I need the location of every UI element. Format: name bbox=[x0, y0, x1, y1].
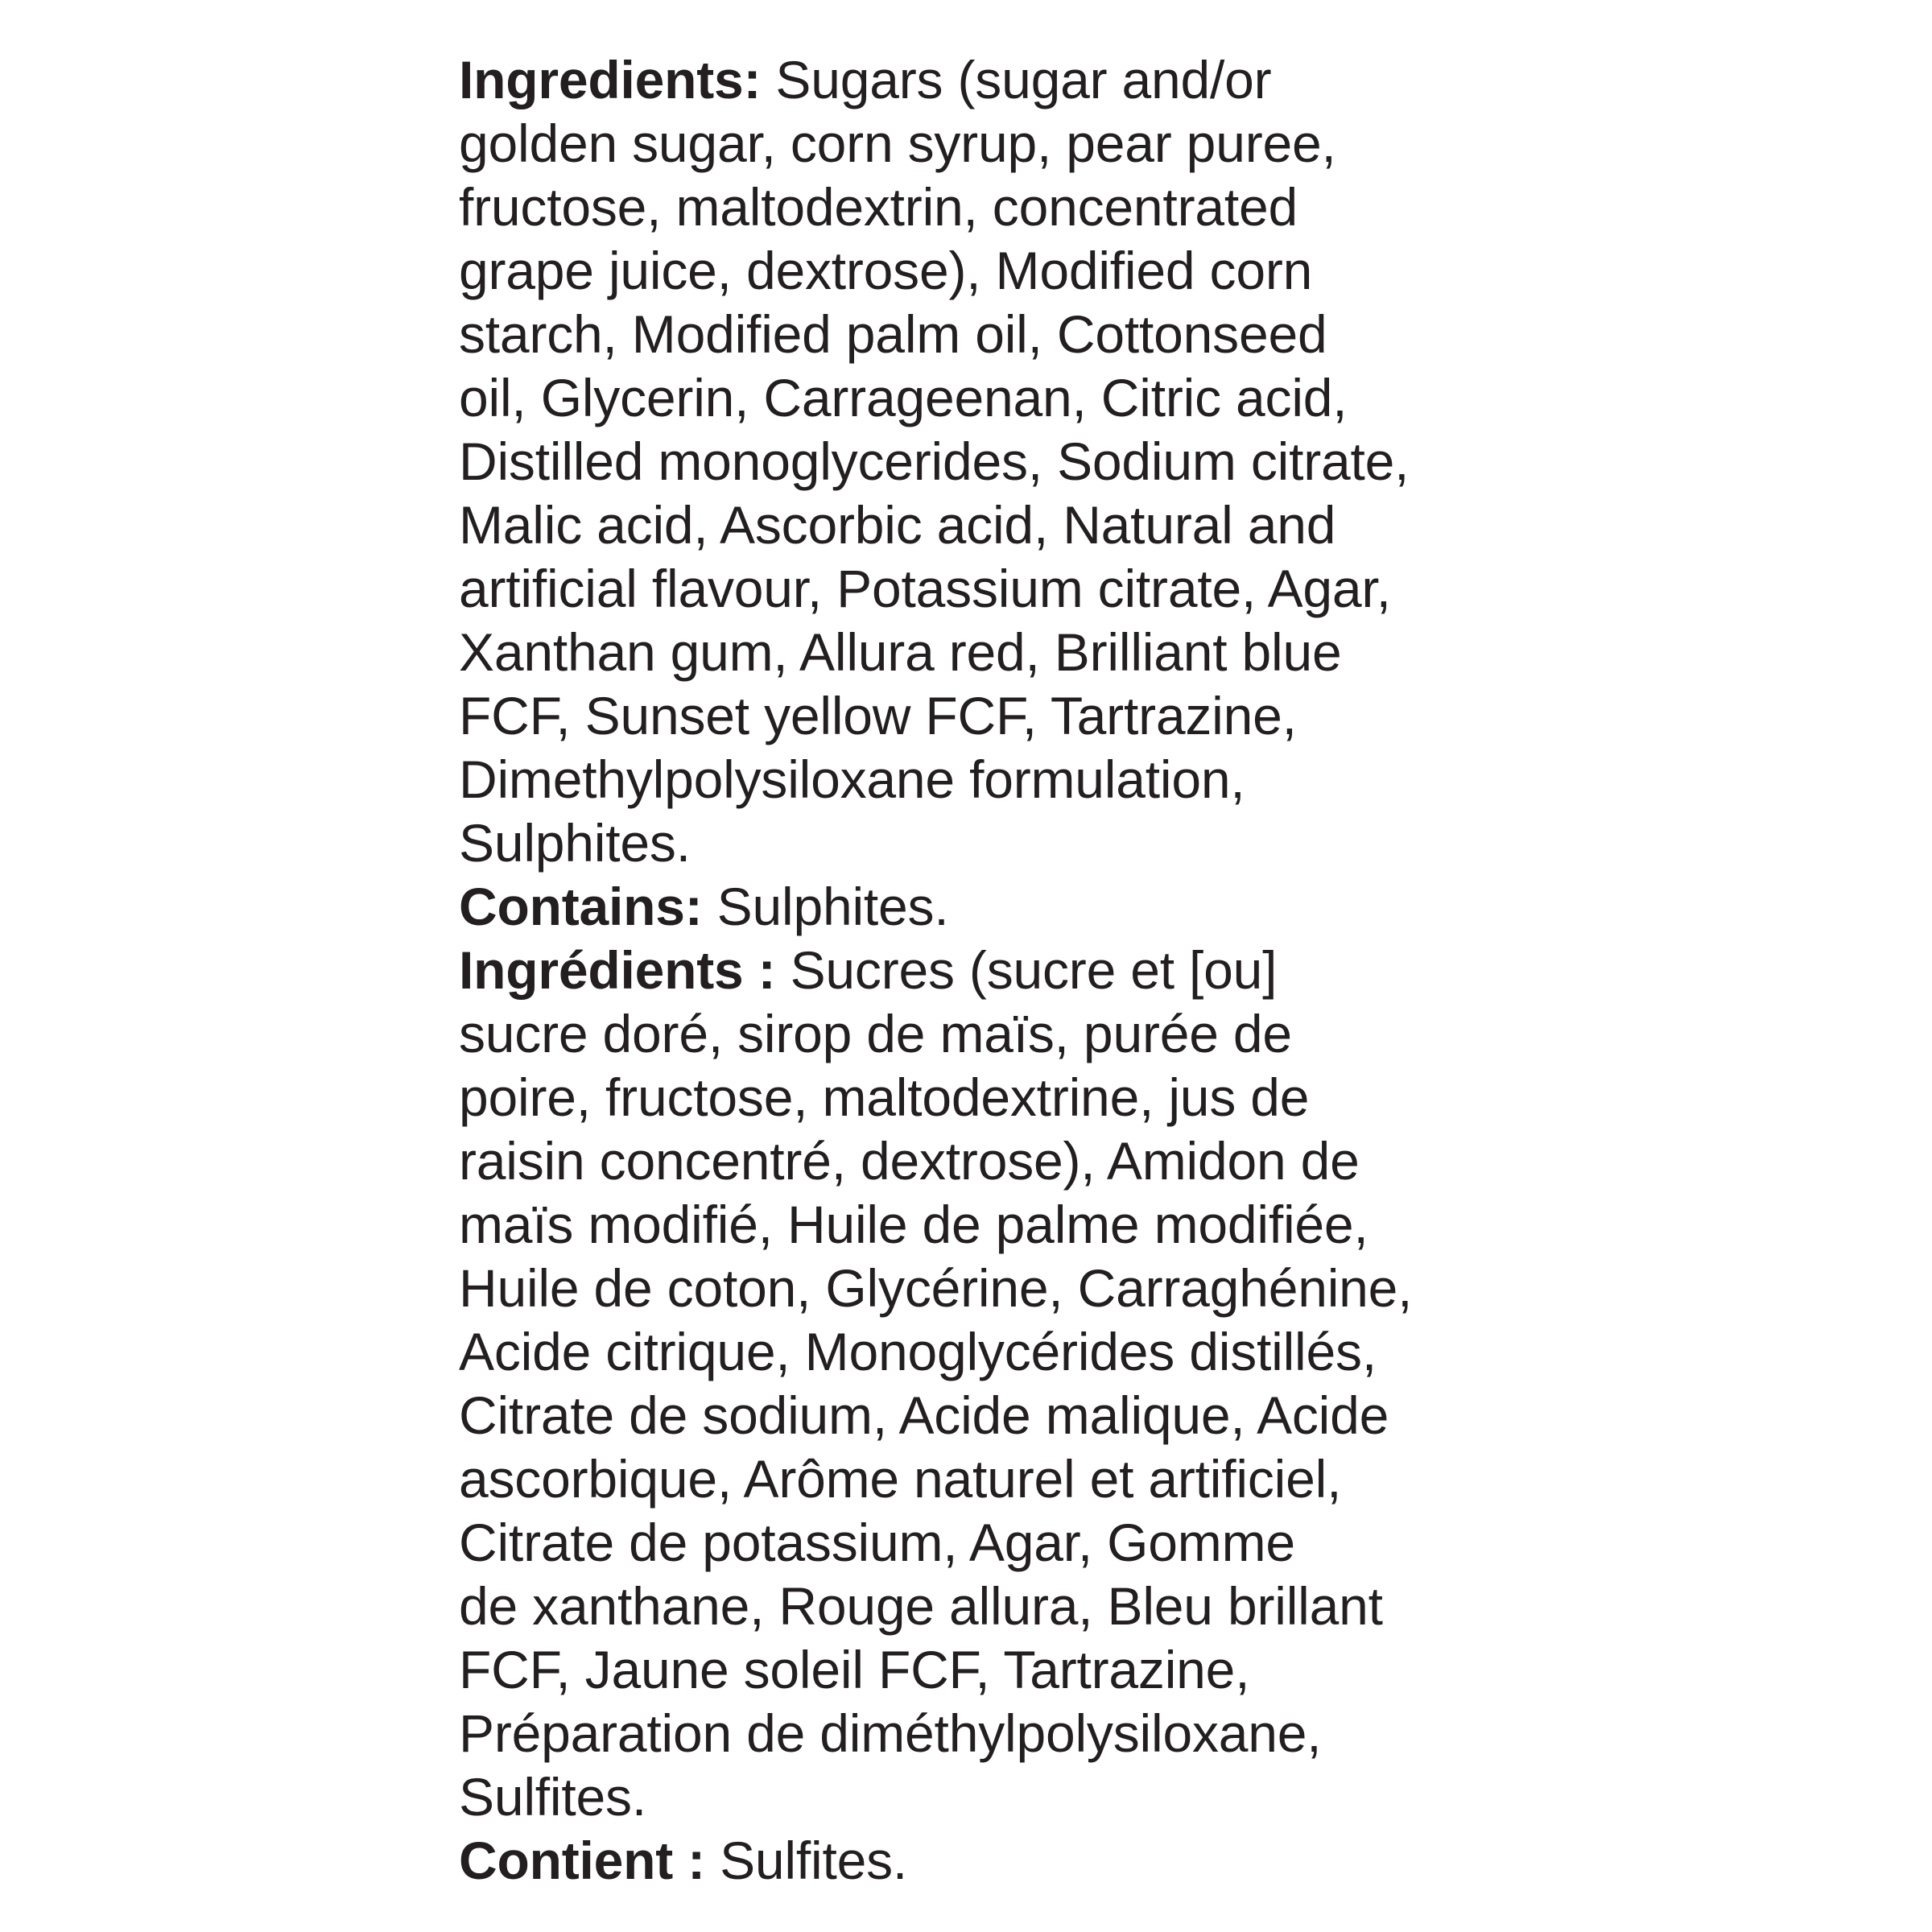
english-ingredients-line: Malic acid, Ascorbic acid, Natural and bbox=[459, 495, 1336, 555]
french-ingredients-line: raisin concentré, dextrose), Amidon de bbox=[459, 1131, 1360, 1191]
english-ingredients-line: starch, Modified palm oil, Cottonseed bbox=[459, 304, 1327, 364]
english-contains-heading: Contains: bbox=[459, 877, 703, 936]
french-contains-text: Sulfites. bbox=[704, 1831, 908, 1890]
french-ingredients-line: Huile de coton, Glycérine, Carraghénine, bbox=[459, 1258, 1413, 1318]
french-ingredients-line: FCF, Jaune soleil FCF, Tartrazine, bbox=[459, 1640, 1250, 1699]
french-ingredients-line bbox=[459, 939, 1521, 1002]
english-ingredients-section bbox=[459, 48, 1521, 875]
french-ingredients-line: poire, fructose, maltodextrine, jus de bbox=[459, 1067, 1310, 1127]
english-ingredients-line: Xanthan gum, Allura red, Brilliant blue bbox=[459, 622, 1342, 682]
english-ingredients-line: Dimethylpolysiloxane formulation, bbox=[459, 749, 1245, 809]
english-ingredients-line: FCF, Sunset yellow FCF, Tartrazine, bbox=[459, 686, 1297, 745]
english-ingredients-text: Sugars (sugar and/or bbox=[761, 50, 1272, 109]
french-ingredients-line: maïs modifié, Huile de palme modifiée, bbox=[459, 1195, 1368, 1254]
english-ingredients-heading: Ingredients: bbox=[459, 50, 762, 109]
english-ingredients-line bbox=[459, 48, 1521, 112]
english-contains-line bbox=[459, 875, 1521, 939]
french-ingredients-text: Sucres (sucre et [ou] bbox=[775, 940, 1278, 1000]
english-contains-section bbox=[459, 875, 1521, 939]
english-ingredients-line: Sulphites. bbox=[459, 813, 691, 873]
french-contains-section bbox=[459, 1829, 1521, 1893]
french-ingredients-line: Citrate de sodium, Acide malique, Acide bbox=[459, 1385, 1389, 1445]
ingredients-label-panel bbox=[459, 48, 1521, 1893]
english-ingredients-line: artificial flavour, Potassium citrate, Agar, bbox=[459, 559, 1391, 618]
english-ingredients-line: oil, Glycerin, Carrageenan, Citric acid, bbox=[459, 368, 1348, 427]
english-ingredients-line: fructose, maltodextrin, concentrated bbox=[459, 177, 1298, 237]
english-ingredients-line: golden sugar, corn syrup, pear puree, bbox=[459, 114, 1336, 173]
french-ingredients-line: Citrate de potassium, Agar, Gomme bbox=[459, 1513, 1295, 1572]
french-ingredients-line: Préparation de diméthylpolysiloxane, bbox=[459, 1703, 1322, 1763]
french-ingredients-line: sucre doré, sirop de maïs, purée de bbox=[459, 1004, 1292, 1063]
french-ingredients-heading: Ingrédients : bbox=[459, 940, 776, 1000]
english-ingredients-line: grape juice, dextrose), Modified corn bbox=[459, 241, 1313, 300]
french-ingredients-line: ascorbique, Arôme naturel et artificiel, bbox=[459, 1449, 1342, 1509]
english-ingredients-line: Distilled monoglycerides, Sodium citrate, bbox=[459, 431, 1410, 491]
french-ingredients-line: Sulfites. bbox=[459, 1767, 646, 1827]
french-ingredients-line: Acide citrique, Monoglycérides distillés, bbox=[459, 1322, 1377, 1381]
french-contains-line bbox=[459, 1829, 1521, 1893]
french-ingredients-line: de xanthane, Rouge allura, Bleu brillant bbox=[459, 1576, 1383, 1636]
french-ingredients-section bbox=[459, 939, 1521, 1829]
english-contains-text: Sulphites. bbox=[702, 877, 949, 936]
french-contains-heading: Contient : bbox=[459, 1831, 705, 1890]
